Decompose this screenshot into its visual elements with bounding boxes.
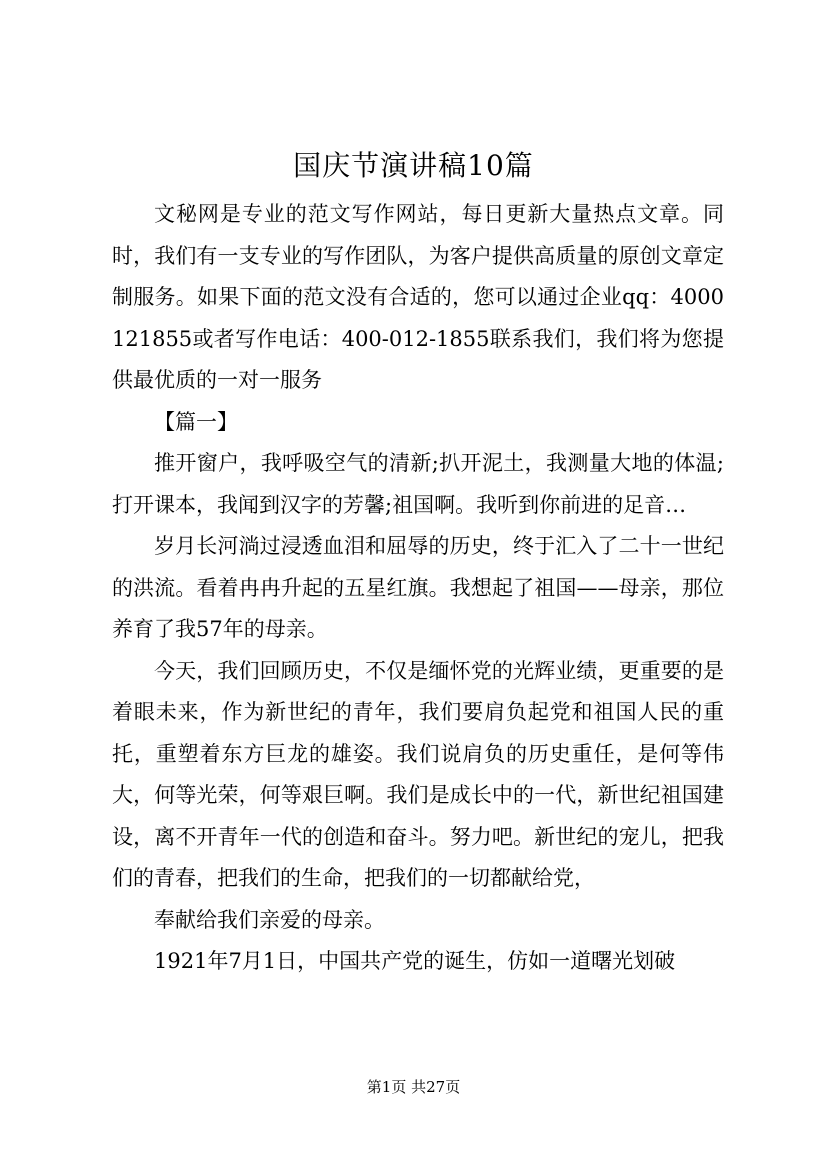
body-paragraph-1: 推开窗户，我呼吸空气的清新;扒开泥土，我测量大地的体温;打开课本，我闻到汉字的芳馨;祖国啊。我听到你前进的足音… <box>112 451 724 517</box>
section-heading: 【篇一】 <box>154 409 238 434</box>
document-body <box>112 194 724 983</box>
body-paragraph-5: 1921年7月1日，中国共产党的诞生，仿如一道曙光划破 <box>154 949 676 973</box>
page-footer: 第1页 共27页 <box>366 1078 461 1096</box>
intro-paragraph: 文秘网是专业的范文写作网站，每日更新大量热点文章。同时，我们有一支专业的写作团队，为客户提供高质量的原创文章定制服务。如果下面的范文没有合适的，您可以通过企业qq：4000121855或者写作电话：400-012-1855联系我们，我们将为您提供最优质的一对一服务 <box>112 202 724 392</box>
document-title: 国庆节演讲稿10篇 <box>293 149 534 182</box>
body-paragraph-2: 岁月长河淌过浸透血泪和屈辱的历史，终于汇入了二十一世纪的洪流。看着冉冉升起的五星红旗。我想起了祖国——母亲，那位养育了我57年的母亲。 <box>112 534 724 641</box>
body-paragraph-3: 今天，我们回顾历史，不仅是缅怀党的光辉业绩，更重要的是着眼未来，作为新世纪的青年，我们要肩负起党和祖国人民的重托，重塑着东方巨龙的雄姿。我们说肩负的历史重任，是何等伟大，何等光荣，何等艰巨啊。我们是成长中的一代，新世纪祖国建设，离不开青年一代的创造和奋斗。努力吧。新世纪的宠儿，把我们的青春，把我们的生命，把我们的一切都献给党， <box>112 658 724 890</box>
body-paragraph-4: 奉献给我们亲爱的母亲。 <box>154 907 385 932</box>
